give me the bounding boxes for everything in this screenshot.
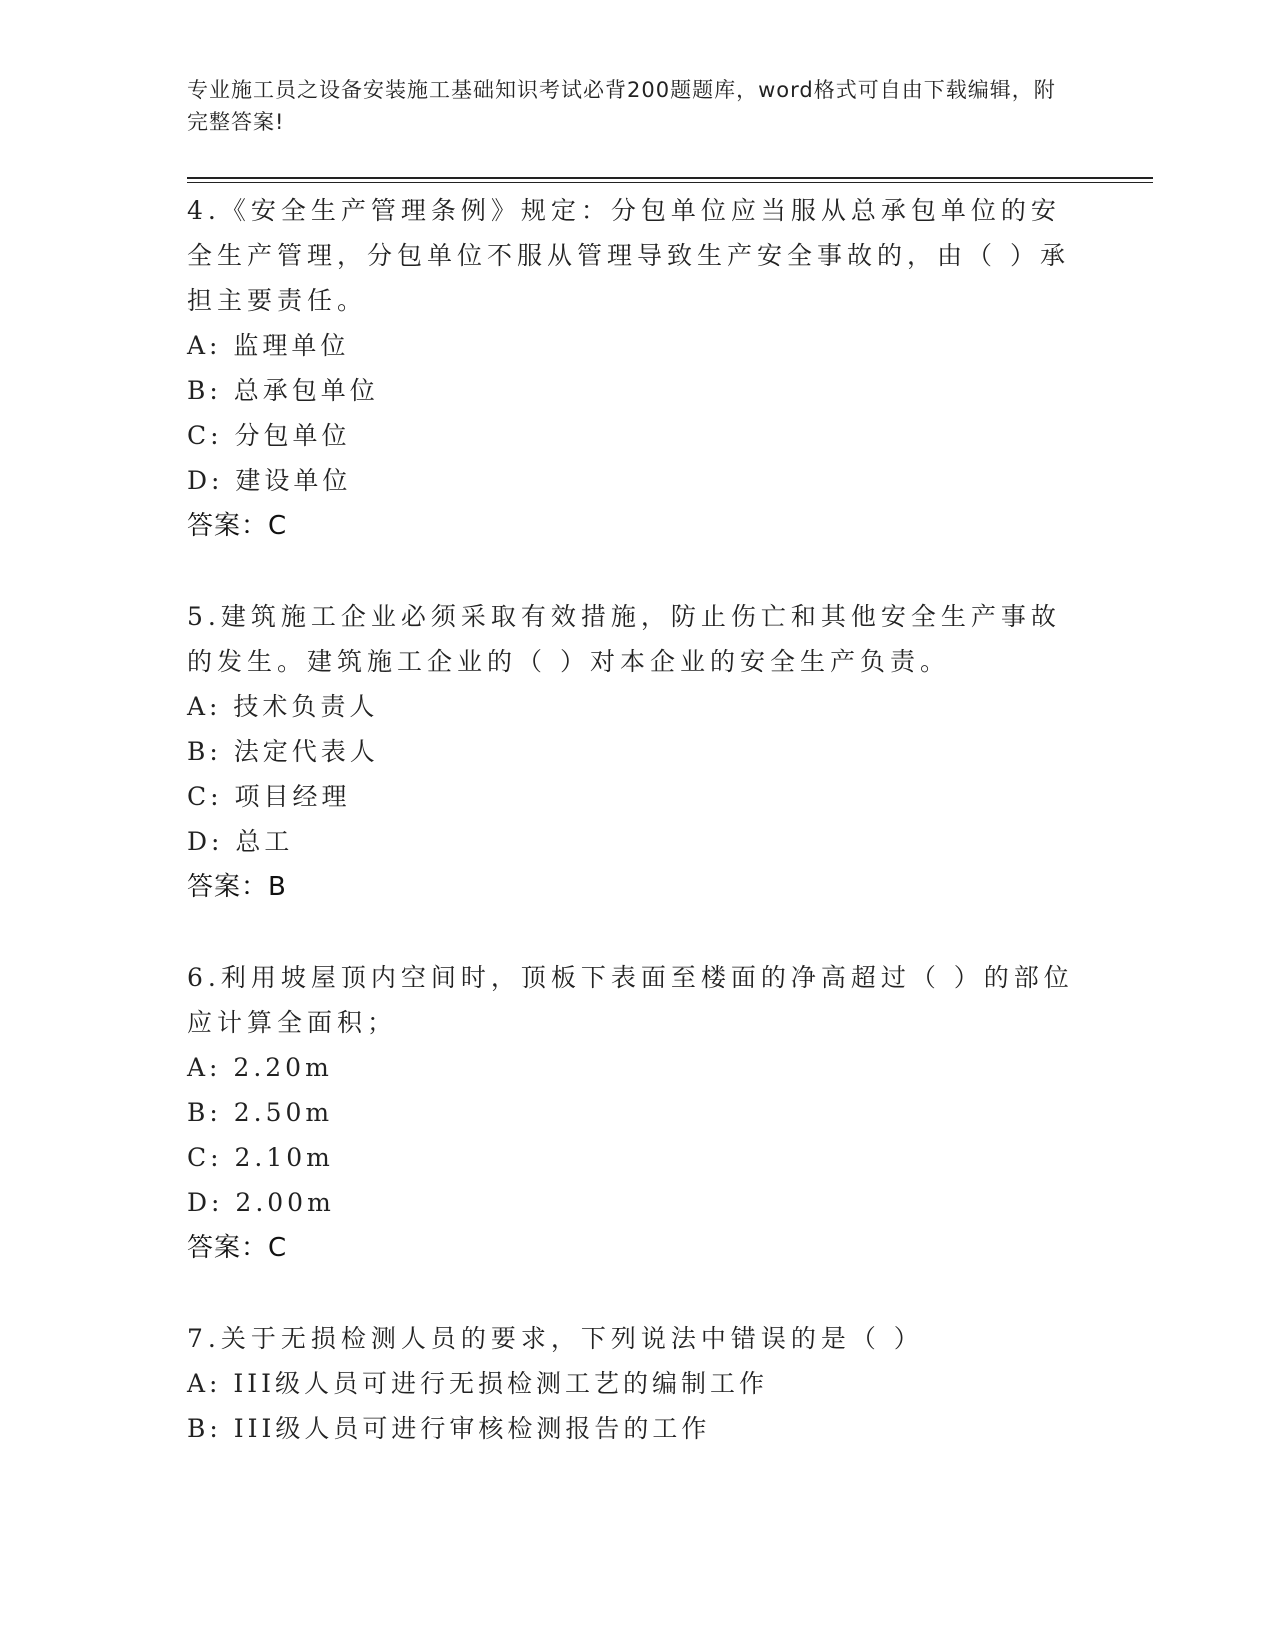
option-d: D: 总工 [187, 827, 294, 856]
question-7 [187, 1316, 1087, 1451]
document-header: 专业施工员之设备安装施工基础知识考试必背200题题库，word格式可自由下载编辑，附完整答案! [187, 78, 1056, 134]
question-4 [187, 188, 1087, 549]
option-b: B: 总承包单位 [187, 376, 379, 405]
option-b: B: 2.50m [187, 1098, 334, 1127]
option-a: A: III级人员可进行无损检测工艺的编制工作 [187, 1369, 769, 1398]
option-b: B: III级人员可进行审核检测报告的工作 [187, 1414, 711, 1443]
option-c: C: 2.10m [187, 1143, 334, 1172]
option-b: B: 法定代表人 [187, 737, 379, 766]
question-text: 4.《安全生产管理条例》规定：分包单位应当服从总承包单位的安全生产管理，分包单位不服从管理导致生产安全事故的，由（ ）承担主要责任。 [187, 196, 1070, 315]
question-5 [187, 594, 1087, 910]
option-c: C: 分包单位 [187, 421, 351, 450]
answer: 答案：B [187, 872, 287, 902]
option-a: A: 监理单位 [187, 331, 350, 360]
option-d: D: 2.00m [187, 1188, 335, 1217]
question-text: 6.利用坡屋顶内空间时，顶板下表面至楼面的净高超过（ ）的部位应计算全面积； [187, 963, 1074, 1037]
option-a: A: 2.20m [187, 1053, 333, 1082]
option-a: A: 技术负责人 [187, 692, 379, 721]
question-6 [187, 955, 1087, 1271]
answer: 答案：C [187, 511, 288, 541]
question-text: 7.关于无损检测人员的要求，下列说法中错误的是（ ） [187, 1324, 924, 1353]
header-divider [187, 177, 1153, 179]
header-divider-thin [187, 182, 1153, 183]
question-list [187, 188, 1087, 1496]
question-text: 5.建筑施工企业必须采取有效措施，防止伤亡和其他安全生产事故的发生。建筑施工企业的（ ）对本企业的安全生产负责。 [187, 602, 1061, 676]
option-c: C: 项目经理 [187, 782, 351, 811]
answer: 答案：C [187, 1233, 288, 1263]
option-d: D: 建设单位 [187, 466, 352, 495]
